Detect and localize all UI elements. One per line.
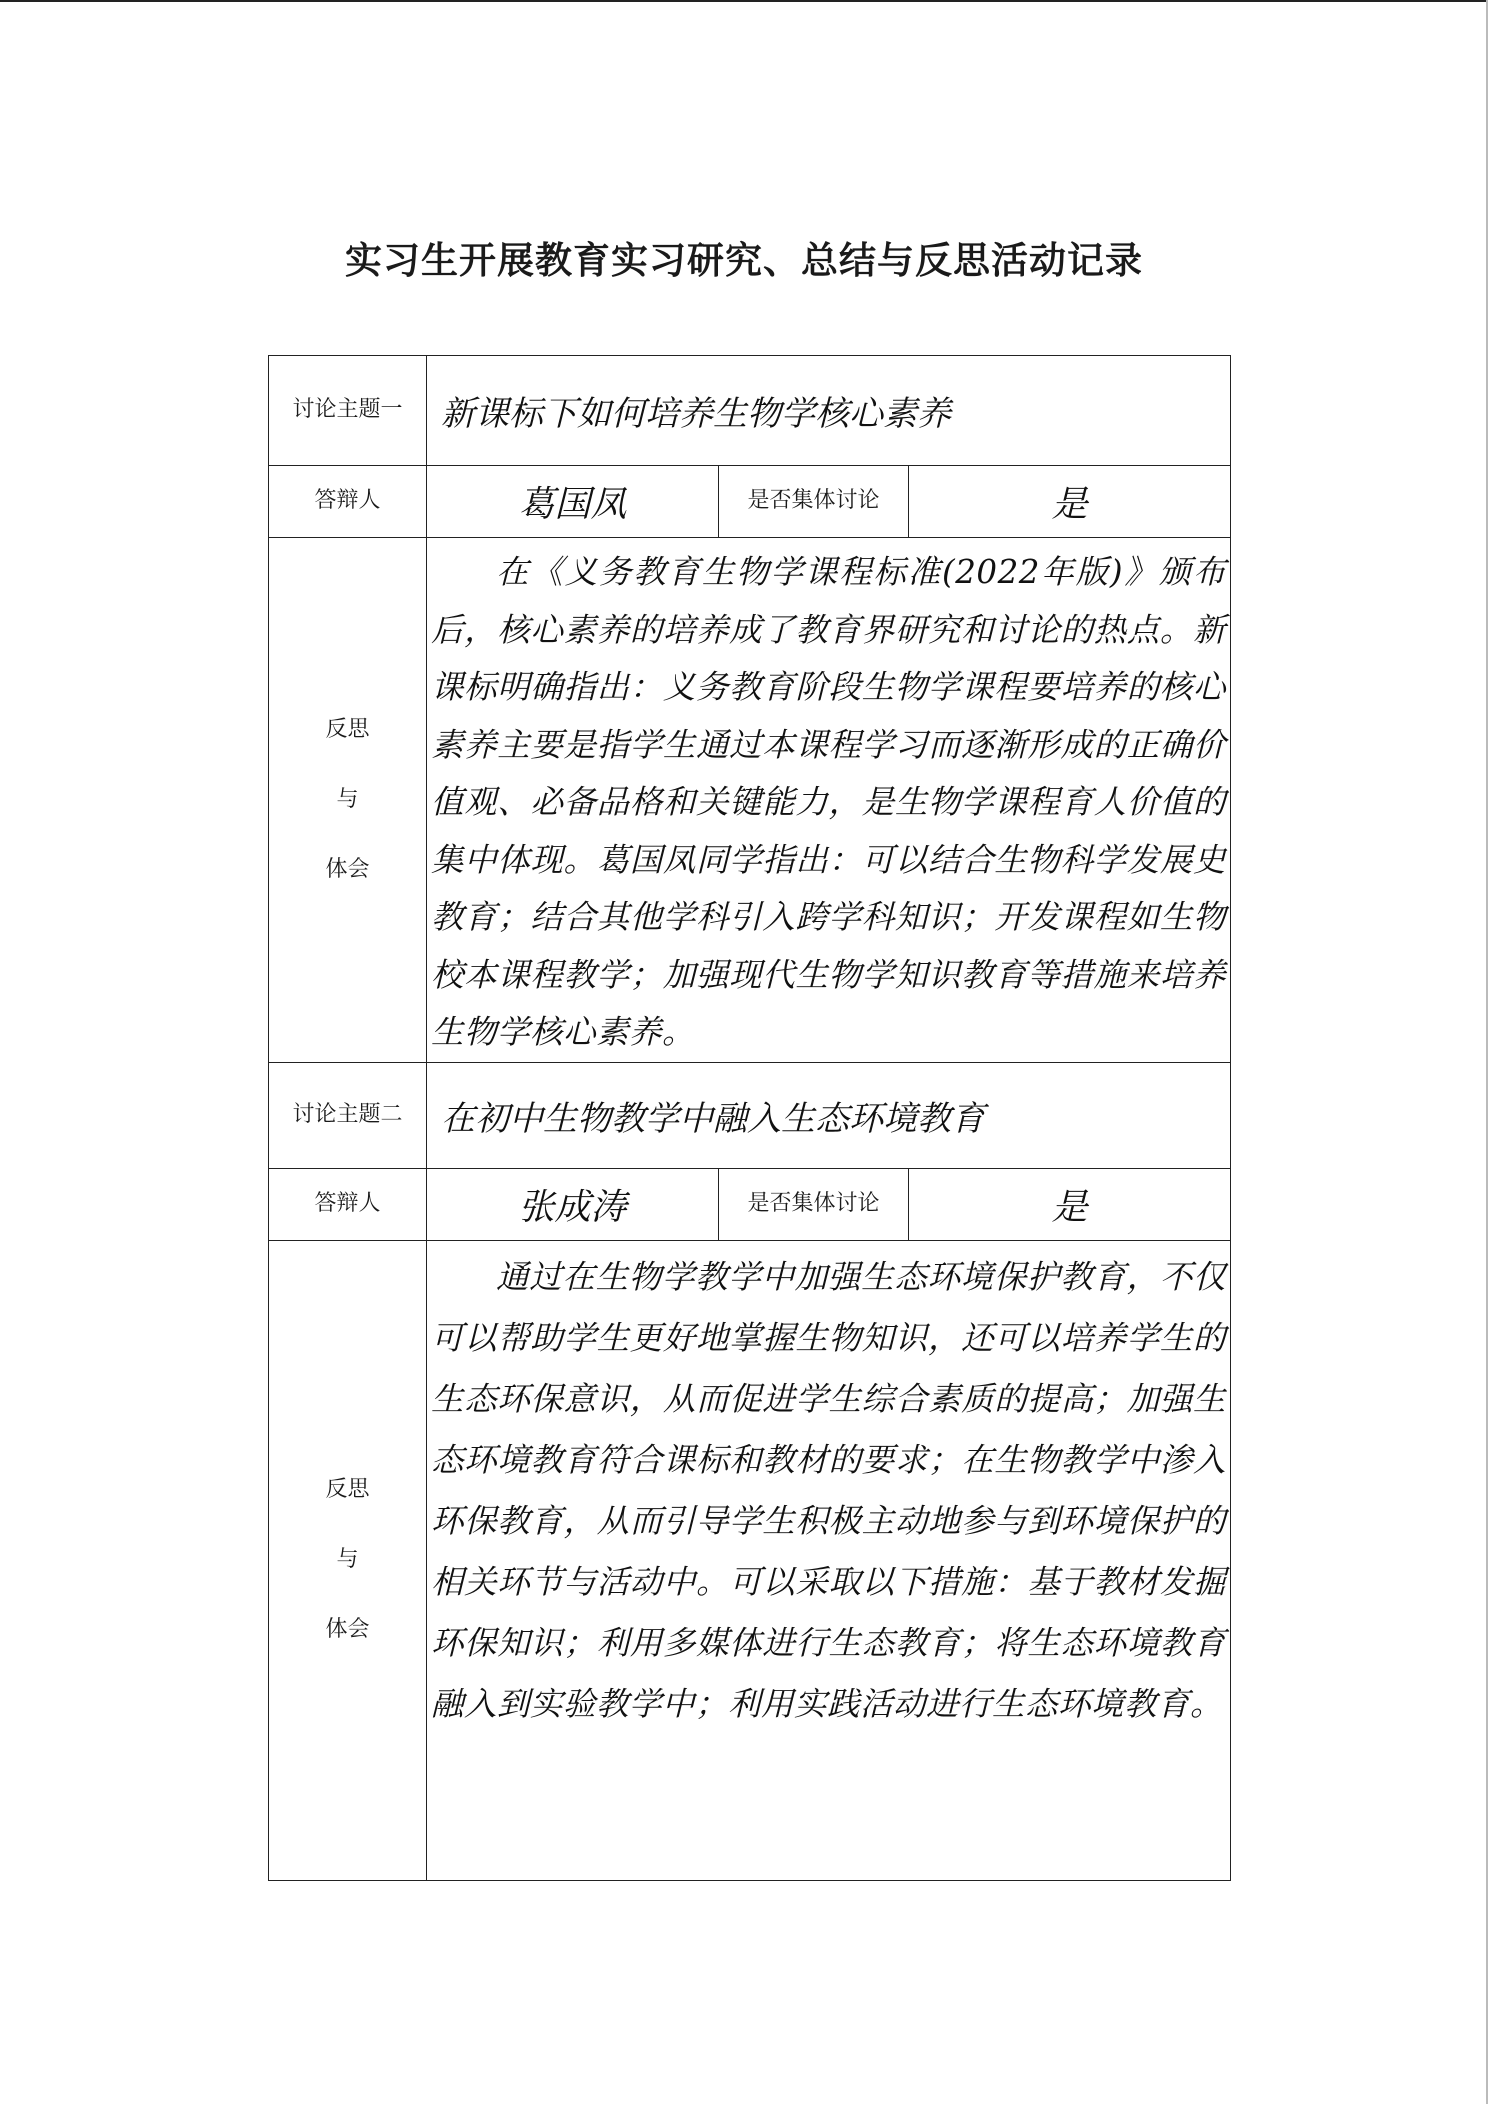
reflection-2-label-line3: 体会 bbox=[325, 1617, 370, 1642]
group-discussion-2-value: 是 bbox=[909, 1168, 1231, 1240]
topic-1-row bbox=[269, 356, 1231, 466]
reflection-2-label-line1: 反思 bbox=[325, 1477, 370, 1502]
respondent-2-name: 张成涛 bbox=[427, 1168, 719, 1240]
group-discussion-1-value: 是 bbox=[909, 466, 1231, 538]
group-discussion-2-label: 是否集体讨论 bbox=[719, 1168, 909, 1240]
page-top-edge bbox=[0, 0, 1488, 2]
reflection-1-label-line3: 体会 bbox=[325, 856, 370, 882]
topic-1-label: 讨论主题一 bbox=[269, 356, 427, 466]
reflection-2-cell bbox=[427, 1240, 1231, 1880]
group-discussion-1-label: 是否集体讨论 bbox=[719, 466, 909, 538]
reflection-1-label-line2: 与 bbox=[336, 786, 359, 812]
reflection-2-row bbox=[269, 1240, 1231, 1880]
reflection-1-label-line1: 反思 bbox=[325, 716, 370, 742]
topic-2-row bbox=[269, 1062, 1231, 1168]
record-table bbox=[268, 355, 1231, 1881]
topic-2-value: 在初中生物教学中融入生态环境教育 bbox=[427, 1062, 1231, 1168]
reflection-1-label bbox=[269, 538, 427, 1063]
respondent-2-label: 答辩人 bbox=[269, 1168, 427, 1240]
page-title: 实习生开展教育实习研究、总结与反思活动记录 bbox=[345, 238, 1143, 282]
reflection-2-label-line2: 与 bbox=[336, 1547, 359, 1572]
reflection-1-row bbox=[269, 538, 1231, 1063]
reflection-1-cell bbox=[427, 538, 1231, 1063]
respondent-2-row bbox=[269, 1168, 1231, 1240]
reflection-2-text: 通过在生物学教学中加强生态环境保护教育，不仅可以帮助学生更好地掌握生物知识，还可以培养学生的生态环保意识，从而促进学生综合素质的提高；加强生态环境教育符合课标和教材的要求；在生物教学中渗入环保教育，从而引导学生积极主动地参与到环境保护的相关环节与活动中。可以采取以下措施：基于教材发掘环保知识；利用多媒体进行生态教育；将生态环境教育融入到实验教学中；利用实践活动进行生态环境教育。 bbox=[431, 1257, 1226, 1723]
respondent-1-label: 答辩人 bbox=[269, 466, 427, 538]
reflection-1-text: 在《义务教育生物学课程标准(2022年版)》颁布后，核心素养的培养成了教育界研究和讨论的热点。新课标明确指出：义务教育阶段生物学课程要培养的核心素养主要是指学生通过本课程学习而逐渐形成的正确价值观、必备品格和关键能力，是生物学课程育人价值的集中体现。葛国凤同学指出：可以结合生物科学发展史教育；结合其他学科引入跨学科知识；开发课程如生物校本课程教学；加强现代生物学知识教育等措施来培养生物学核心素养。 bbox=[431, 553, 1226, 1051]
topic-1-value: 新课标下如何培养生物学核心素养 bbox=[427, 356, 1231, 466]
reflection-2-label bbox=[269, 1240, 427, 1880]
topic-2-label: 讨论主题二 bbox=[269, 1062, 427, 1168]
respondent-1-name: 葛国凤 bbox=[427, 466, 719, 538]
respondent-1-row bbox=[269, 466, 1231, 538]
